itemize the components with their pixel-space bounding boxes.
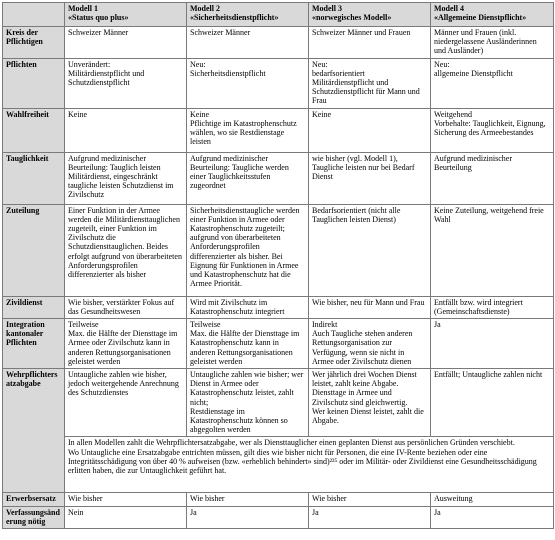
cell-model-2: [187, 369, 309, 437]
model-1-number: Modell 1: [68, 4, 98, 13]
cell-model-3: Ja: [309, 506, 431, 528]
cell-model-3: [309, 319, 431, 369]
model-3-number: Modell 3: [312, 4, 342, 13]
cell-model-2: Schweizer Männer: [187, 27, 309, 59]
cell-status: Keine: [190, 109, 210, 119]
cell-detail: bedarfsorientiert Militärdienstpflicht und Schutzdienstpflicht für Mann und Frau: [312, 68, 420, 106]
cell-model-4: Entfällt; Untaugliche zahlen nicht: [431, 369, 554, 437]
cell-all-models-note: [65, 437, 554, 493]
header-model-1: [65, 3, 187, 27]
cell-model-3: [309, 58, 431, 108]
cell-status: Unverändert:: [68, 59, 111, 69]
row-wehrpflichtersatzabgabe-note: [3, 437, 554, 493]
cell-detail: Wer jährlich drei Wochen Dienst leistet, zahlt keine Abgabe. Diensttage in Armee und Zivilschutz sind gleichwertig.: [312, 370, 417, 407]
cell-model-1: Aufgrund medizinischer Beurteilung: Tauglich leisten Militärdienst, eingeschränkt taugliche leisten Schutzdienst im Zivilschutz: [65, 152, 187, 204]
cell-status: Indirekt: [312, 320, 338, 330]
row-wehrpflichtersatzabgabe: [3, 369, 554, 437]
cell-detail: Auch Taugliche stehen anderen Rettungsorganisation zur Verfügung, wenn sie nicht in Armee oder Zivilschutz dienen: [312, 329, 413, 366]
cell-detail: Untaugliche zahlen wie bisher; wer Dienst in Armee oder Katastrophenschutz leistet, zahlt nicht;: [190, 370, 304, 407]
cell-model-2: Ja: [187, 506, 309, 528]
cell-model-3: Wie bisher: [309, 493, 431, 506]
note-paragraph-2: Wo Untaugliche eine Ersatzabgabe entrichten müssen, gilt dies wie bisher nicht für Personen, die eine IV-Rente beziehen oder eine Integritätsschädigung von über 40 % aufweisen (bzw. «erheblich behindert» sind)²²⁵ oder im Militär- oder Zivildienst eine Gesundheitsschädigung erlitten haben, die zur Untauglichkeit geführt hat.: [68, 447, 537, 476]
cell-detail: Militärdienstpflicht und Schutzdienstpflicht: [68, 68, 145, 88]
row-label: Pflichten: [3, 58, 65, 108]
row-label: Erwerbsersatz: [3, 493, 65, 506]
row-tauglichkeit: [3, 152, 554, 204]
cell-status: Teilweise: [68, 320, 99, 330]
model-3-name: «norwegisches Modell»: [312, 13, 392, 23]
row-label: Integration kantonaler Pflichten: [3, 319, 65, 369]
cell-model-4: [431, 108, 554, 152]
row-label: Kreis der Pflichtigen: [3, 27, 65, 59]
row-kreis-der-pflichtigen: [3, 27, 554, 59]
cell-detail-extra: Wer keinen Dienst leistet, zahlt die Abgabe.: [312, 406, 424, 426]
cell-status: Neu:: [434, 59, 450, 69]
cell-model-2: Sicherheitsdiensttaugliche werden einer Funktion in Armee oder Katastrophenschutz zugeteilt; aufgrund von überarbeiteten Anforderungsprofilen differenzierter als bisher. Bei Eignung für Funktionen in Armee und Katastrophenschutz hat die Armee Priorität.: [187, 204, 309, 296]
cell-detail: Vorbehalte: Tauglichkeit, Eignung, Sicherung des Armeebestandes: [434, 118, 546, 138]
row-label: Wehrpflichtersatzabgabe: [3, 369, 65, 493]
cell-model-1: Nein: [65, 506, 187, 528]
cell-model-3: Wie bisher, neu für Mann und Frau: [309, 296, 431, 318]
cell-detail-extra: Restdienstage im Katastrophenschutz können so abgegolten werden: [190, 406, 288, 435]
row-label: Zuteilung: [3, 204, 65, 296]
cell-model-4: Männer und Frauen (inkl. niedergelassene Ausländerinnen und Ausländer): [431, 27, 554, 59]
cell-model-4: Ausweitung: [431, 493, 554, 506]
cell-model-2: Wird mit Zivilschutz im Katastrophenschutz integriert: [187, 296, 309, 318]
row-zivildienst: [3, 296, 554, 318]
row-erwerbsersatz: [3, 493, 554, 506]
cell-model-1: [65, 319, 187, 369]
header-corner-cell: [3, 3, 65, 27]
cell-detail: Sicherheitsdienstpflicht: [190, 68, 266, 78]
row-label: Tauglichkeit: [3, 152, 65, 204]
model-4-name: «Allgemeine Dienstpflicht»: [434, 13, 527, 23]
cell-model-3: Bedarfsorientiert (nicht alle Tauglichen leisten Dienst): [309, 204, 431, 296]
cell-model-2: [187, 319, 309, 369]
cell-model-2: [187, 108, 309, 152]
model-2-name: «Sicherheitsdienstpflicht»: [190, 13, 279, 23]
models-comparison-table: [2, 2, 554, 529]
cell-model-1: Wie bisher: [65, 493, 187, 506]
row-label: Zivildienst: [3, 296, 65, 318]
cell-status: Neu:: [312, 59, 328, 69]
cell-model-3: wie bisher (vgl. Modell 1), Taugliche leisten nur bei Bedarf Dienst: [309, 152, 431, 204]
cell-model-4: Ja: [431, 319, 554, 369]
row-wahlfreiheit: [3, 108, 554, 152]
cell-detail: Max. die Hälfte der Diensttage im Armee oder Zivilschutz kann in anderen Rettungsorganisationen geleistet werden: [68, 329, 178, 366]
cell-model-4: Ja: [431, 506, 554, 528]
header-model-4: [431, 3, 554, 27]
cell-model-4: Keine Zuteilung, weitgehend freie Wahl: [431, 204, 554, 296]
cell-detail: Pflichtige im Katastrophenschutz wählen, wo sie Restdienstage leisten: [190, 118, 297, 147]
cell-model-1: Einer Funktion in der Armee werden die Militärdiensttauglichen zugeteilt, einer Funktion im Zivilschutz die Schutzdiensttauglichen. Beides erfolgt aufgrund von überarbeiteten Anforderungsprofilen differenzierter als bisher: [65, 204, 187, 296]
cell-model-4: Aufgrund medizinischer Beurteilung: [431, 152, 554, 204]
model-4-number: Modell 4: [434, 4, 464, 13]
note-paragraph-1: In allen Modellen zahlt die Wehrpflichtersatzabgabe, wer als Diensttauglicher einen geplanten Dienst aus persönlichen Gründen verschiebt.: [68, 438, 515, 448]
cell-model-1: Schweizer Männer: [65, 27, 187, 59]
cell-model-3: [309, 369, 431, 437]
cell-model-2: Wie bisher: [187, 493, 309, 506]
row-label: Wahlfreiheit: [3, 108, 65, 152]
cell-model-1: Untaugliche zahlen wie bisher, jedoch weitergehende Anrechnung des Schutzdienstes: [65, 369, 187, 437]
cell-status: Weitgehend: [434, 109, 473, 119]
row-pflichten: [3, 58, 554, 108]
header-model-3: [309, 3, 431, 27]
cell-model-4: Entfällt bzw. wird integriert (Gemeinschaftsdienste): [431, 296, 554, 318]
model-2-number: Modell 2: [190, 4, 220, 13]
cell-model-1: Wie bisher, verstärkter Fokus auf das Gesundheitswesen: [65, 296, 187, 318]
cell-detail: allgemeine Dienstpflicht: [434, 68, 513, 78]
comparison-table-container: [2, 2, 553, 529]
cell-status: Neu:: [190, 59, 206, 69]
cell-model-1: Keine: [65, 108, 187, 152]
cell-model-3: Schweizer Männer und Frauen: [309, 27, 431, 59]
row-integration-kantonaler-pflichten: [3, 319, 554, 369]
header-model-2: [187, 3, 309, 27]
header-row: [3, 3, 554, 27]
row-verfassungsaenderung: [3, 506, 554, 528]
cell-model-2: [187, 58, 309, 108]
row-zuteilung: [3, 204, 554, 296]
cell-status: Teilweise: [190, 320, 221, 330]
cell-model-3: Keine: [309, 108, 431, 152]
row-label: Verfassungsänderung nötig: [3, 506, 65, 528]
cell-model-4: [431, 58, 554, 108]
cell-model-1: [65, 58, 187, 108]
model-1-name: «Status quo plus»: [68, 13, 129, 23]
cell-detail: Max. die Hälfte der Diensttage im Katastrophenschutz kann in anderen Rettungsorganisationen geleistet werden: [190, 329, 300, 366]
cell-model-2: Aufgrund medizinischer Beurteilung: Taugliche werden einer Tauglichkeitsstufen zugeordnet: [187, 152, 309, 204]
